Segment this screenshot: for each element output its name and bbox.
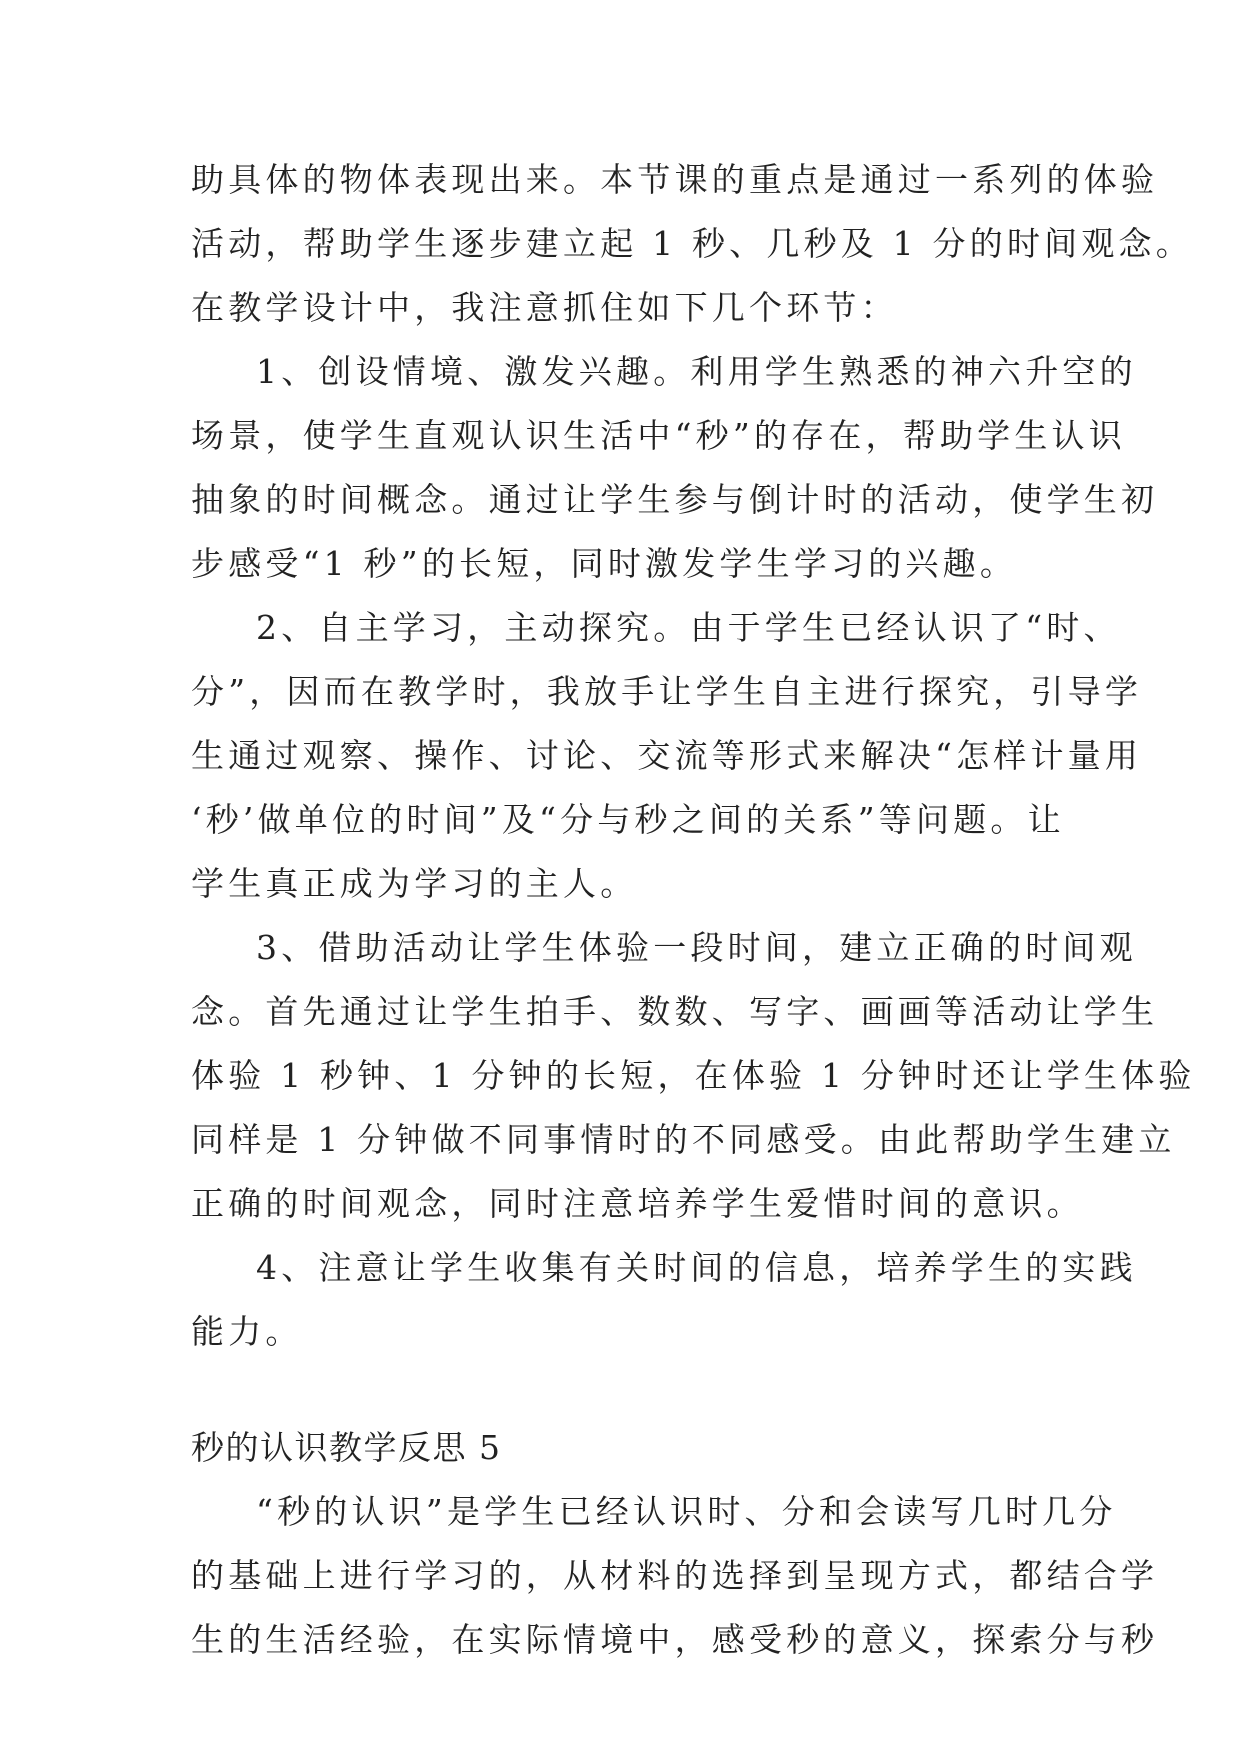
paragraph-line: 2、自主学习，主动探究。由于学生已经认识了“时、 (256, 608, 1121, 647)
paragraph-line: 在教学设计中，我注意抓住如下几个环节： (191, 288, 898, 327)
paragraph-line: 场景，使学生直观认识生活中“秒”的存在，帮助学生认识 (191, 416, 1126, 455)
paragraph-line: 活动，帮助学生逐步建立起 1 秒、几秒及 1 分的时间观念。 (191, 224, 1193, 263)
paragraph-line: 能力。 (191, 1312, 303, 1351)
paragraph-line: 体验 1 秒钟、1 分钟的长短，在体验 1 分钟时还让学生体验 (191, 1056, 1196, 1095)
section-heading: 秒的认识教学反思 5 (191, 1428, 502, 1467)
paragraph-line: 4、注意让学生收集有关时间的信息，培养学生的实践 (256, 1248, 1137, 1287)
paragraph-line: ‘秒’做单位的时间”及“分与秒之间的关系”等问题。让 (191, 800, 1065, 839)
paragraph-line: 念。首先通过让学生拍手、数数、写字、画画等活动让学生 (191, 992, 1159, 1031)
paragraph-line: 抽象的时间概念。通过让学生参与倒计时的活动，使学生初 (191, 480, 1159, 519)
paragraph-line: 3、借助活动让学生体验一段时间，建立正确的时间观 (256, 928, 1137, 967)
paragraph-line: “秒的认识”是学生已经认识时、分和会读写几时几分 (256, 1492, 1117, 1531)
paragraph-line: 助具体的物体表现出来。本节课的重点是通过一系列的体验 (191, 160, 1159, 199)
paragraph-line: 生通过观察、操作、讨论、交流等形式来解决“怎样计量用 (191, 736, 1143, 775)
paragraph-line: 生的生活经验，在实际情境中，感受秒的意义，探索分与秒 (191, 1620, 1159, 1659)
paragraph-line: 1、创设情境、激发兴趣。利用学生熟悉的神六升空的 (256, 352, 1137, 391)
paragraph-line: 步感受“1 秒”的长短，同时激发学生学习的兴趣。 (191, 544, 1018, 583)
paragraph-line: 分”，因而在教学时，我放手让学生自主进行探究，引导学 (191, 672, 1143, 711)
paragraph-line: 同样是 1 分钟做不同事情时的不同感受。由此帮助学生建立 (191, 1120, 1176, 1159)
paragraph-line: 的基础上进行学习的，从材料的选择到呈现方式，都结合学 (191, 1556, 1159, 1595)
paragraph-line: 正确的时间观念，同时注意培养学生爱惜时间的意识。 (191, 1184, 1084, 1223)
paragraph-line: 学生真正成为学习的主人。 (191, 864, 638, 903)
